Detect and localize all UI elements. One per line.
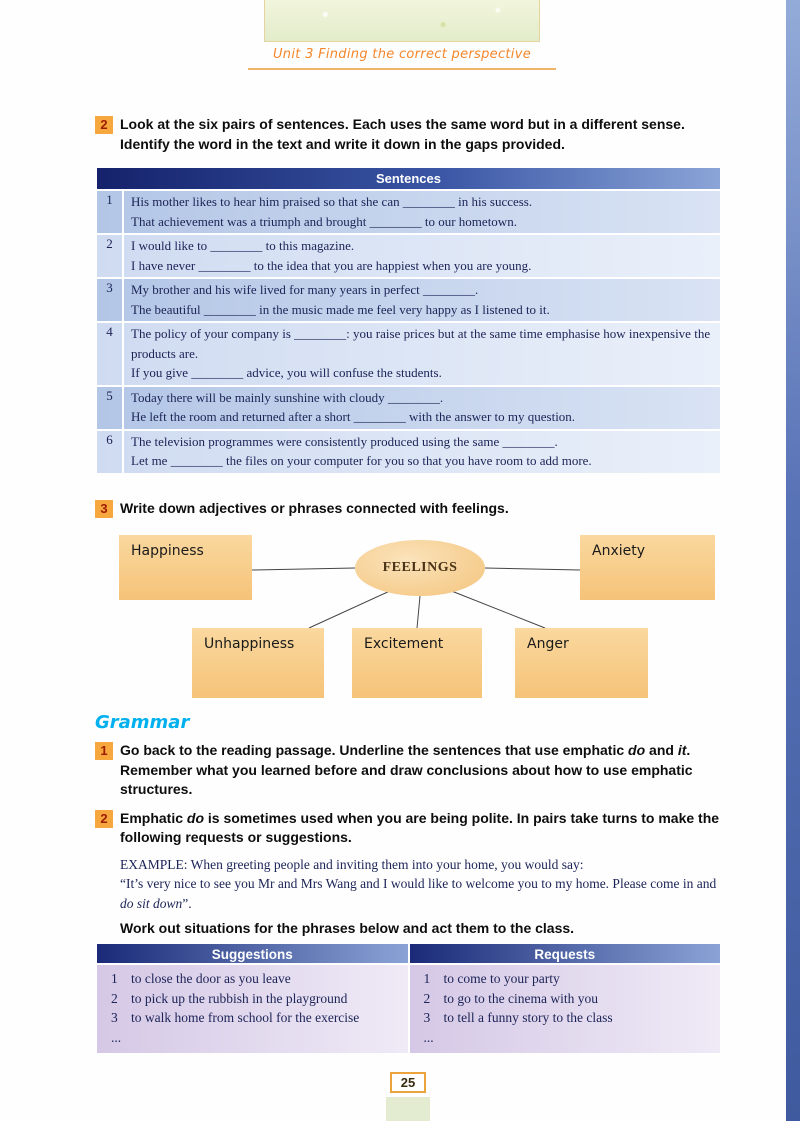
feeling-node-happiness: Happiness [119, 535, 252, 600]
sentence-row [97, 385, 720, 429]
sentence-b: The beautiful ________ in the music made me feel very happy as I listened to it. [131, 301, 550, 317]
row-number: 4 [97, 323, 124, 385]
row-number: 6 [97, 431, 124, 473]
grammar-item-2-text [120, 809, 724, 848]
sentence-a: Today there will be mainly sunshine with cloudy ________. [131, 389, 444, 405]
item-number: 2 [423, 990, 431, 1006]
requests-column [410, 944, 721, 1053]
suggestions-header: Suggestions [97, 944, 408, 965]
feelings-center-node: FEELINGS [355, 540, 485, 596]
sentence-b: That achievement was a triumph and brought ________ to our hometown. [131, 213, 517, 229]
suggestions-requests-table [97, 944, 720, 1053]
footer-decoration [386, 1097, 430, 1121]
example-intro: EXAMPLE: When greeting people and inviting them into your home, you would say: [120, 856, 584, 872]
text-segment: and [645, 742, 678, 758]
sentence-row [97, 189, 720, 233]
sentences-table [97, 168, 720, 473]
sentence-b: If you give ________ advice, you will confuse the students. [131, 365, 442, 380]
list-item [410, 1008, 721, 1028]
item-text: to tell a funny story to the class [443, 1010, 613, 1025]
list-item [97, 969, 408, 989]
item-text: to go to the cinema with you [443, 990, 598, 1006]
list-item [97, 989, 408, 1009]
grammar-item-2 [95, 809, 800, 848]
unit-header [248, 0, 556, 70]
exercise-2-instruction: Look at the six pairs of sentences. Each uses the same word but in a different sense. Identify the word in the text and write it down in the gaps provided. [120, 116, 685, 152]
list-item [410, 989, 721, 1009]
sentence-a: I would like to ________ to this magazine. [131, 238, 355, 253]
sentence-cell [124, 235, 720, 277]
exercise-3-instruction-row [95, 499, 800, 519]
suggestions-column [97, 944, 408, 1053]
feeling-node-excitement: Excitement [352, 628, 482, 698]
item-text: to pick up the rubbish in the playground [131, 990, 348, 1006]
sentence-row [97, 233, 720, 277]
suggestions-list [97, 965, 408, 1053]
item-number: 3 [111, 1010, 118, 1025]
text-segment: . Remember what you learned before and draw conclusions about how to use emphatic structures. [120, 742, 693, 797]
item-text [131, 1028, 408, 1048]
text-segment: “It’s very nice to see you Mr and Mrs Wang and I would like to welcome you to my home. Please come in and [120, 876, 717, 891]
sentence-a: The policy of your company is ________: you raise prices but at the same time emphasise how inexpensive the products are. [131, 326, 711, 361]
sentence-cell [124, 431, 720, 473]
list-item-ellipsis [410, 1028, 721, 1048]
row-number: 3 [97, 279, 124, 321]
example-quote [120, 874, 720, 913]
sentence-a: The television programmes were consistently produced using the same ________. [131, 433, 558, 449]
sentence-b: Let me ________ the files on your computer for you so that you have room to add more. [131, 453, 592, 468]
sentence-cell [124, 191, 720, 233]
list-item [97, 1008, 408, 1028]
row-number: 2 [97, 235, 124, 277]
item-number: 1 [111, 971, 118, 986]
workout-instruction: Work out situations for the phrases below and act them to the class. [120, 920, 575, 936]
unit-title: Unit 3 Finding the correct perspective [272, 47, 531, 62]
emphatic-word-it: it [677, 742, 687, 758]
requests-list [410, 965, 721, 1053]
grammar-item-2-badge: 2 [95, 810, 113, 828]
emphatic-word-do: do [628, 742, 646, 758]
emphatic-phrase-do-sit-down: do sit down [120, 895, 183, 911]
item-number: 2 [111, 990, 118, 1006]
exercise-2-instruction-row [95, 115, 800, 154]
sentence-row [97, 429, 720, 473]
item-number: ... [111, 1029, 122, 1045]
text-segment: Go back to the reading passage. Underline the sentences that use emphatic [120, 742, 629, 758]
exercise-2-badge: 2 [95, 116, 113, 134]
sentence-row [97, 277, 720, 321]
sentence-cell [124, 279, 720, 321]
sentence-cell [124, 387, 720, 429]
list-item [410, 969, 721, 989]
text-segment: ”. [182, 895, 192, 911]
row-number: 5 [97, 387, 124, 429]
sentence-row [97, 321, 720, 385]
requests-header: Requests [410, 944, 721, 965]
grammar-example [120, 855, 720, 914]
sentence-a: His mother likes to hear him praised so that she can ________ in his success. [131, 194, 533, 209]
feelings-diagram [97, 532, 722, 704]
item-number: 1 [423, 971, 431, 986]
grammar-item-1 [95, 741, 800, 800]
emphatic-word-do: do [186, 809, 205, 826]
item-text [444, 1028, 721, 1048]
row-number: 1 [97, 191, 124, 233]
feeling-node-anxiety: Anxiety [580, 535, 715, 600]
item-number: 3 [423, 1010, 431, 1025]
grammar-item-1-text [120, 741, 724, 800]
sentence-b: He left the room and returned after a short ________ with the answer to my question. [131, 409, 576, 424]
item-text: to come to your party [443, 971, 560, 986]
exercise-3-badge: 3 [95, 500, 113, 518]
sentence-b: I have never ________ to the idea that you are happiest when you are young. [131, 257, 532, 273]
feeling-node-anger: Anger [515, 628, 648, 698]
text-segment: is sometimes used when you are being polite. In pairs take turns to make the following requests or suggestions. [120, 809, 720, 845]
grammar-item-1-badge: 1 [95, 742, 113, 760]
item-text: to close the door as you leave [131, 971, 291, 986]
item-text: to walk home from school for the exercise [131, 1010, 360, 1025]
item-number: ... [423, 1029, 434, 1045]
feeling-node-unhappiness: Unhappiness [192, 628, 324, 698]
grammar-heading: Grammar [95, 712, 190, 733]
sentences-table-title: Sentences [97, 168, 720, 189]
sentence-a: My brother and his wife lived for many years in perfect ________. [131, 282, 479, 297]
unit-header-art [264, 0, 540, 42]
exercise-3-instruction: Write down adjectives or phrases connected with feelings. [120, 499, 509, 516]
page-edge-bar [786, 0, 800, 1121]
list-item-ellipsis [97, 1028, 408, 1048]
sentence-cell [124, 323, 720, 385]
page-number: 25 [390, 1072, 426, 1093]
text-segment: Emphatic [120, 809, 187, 826]
